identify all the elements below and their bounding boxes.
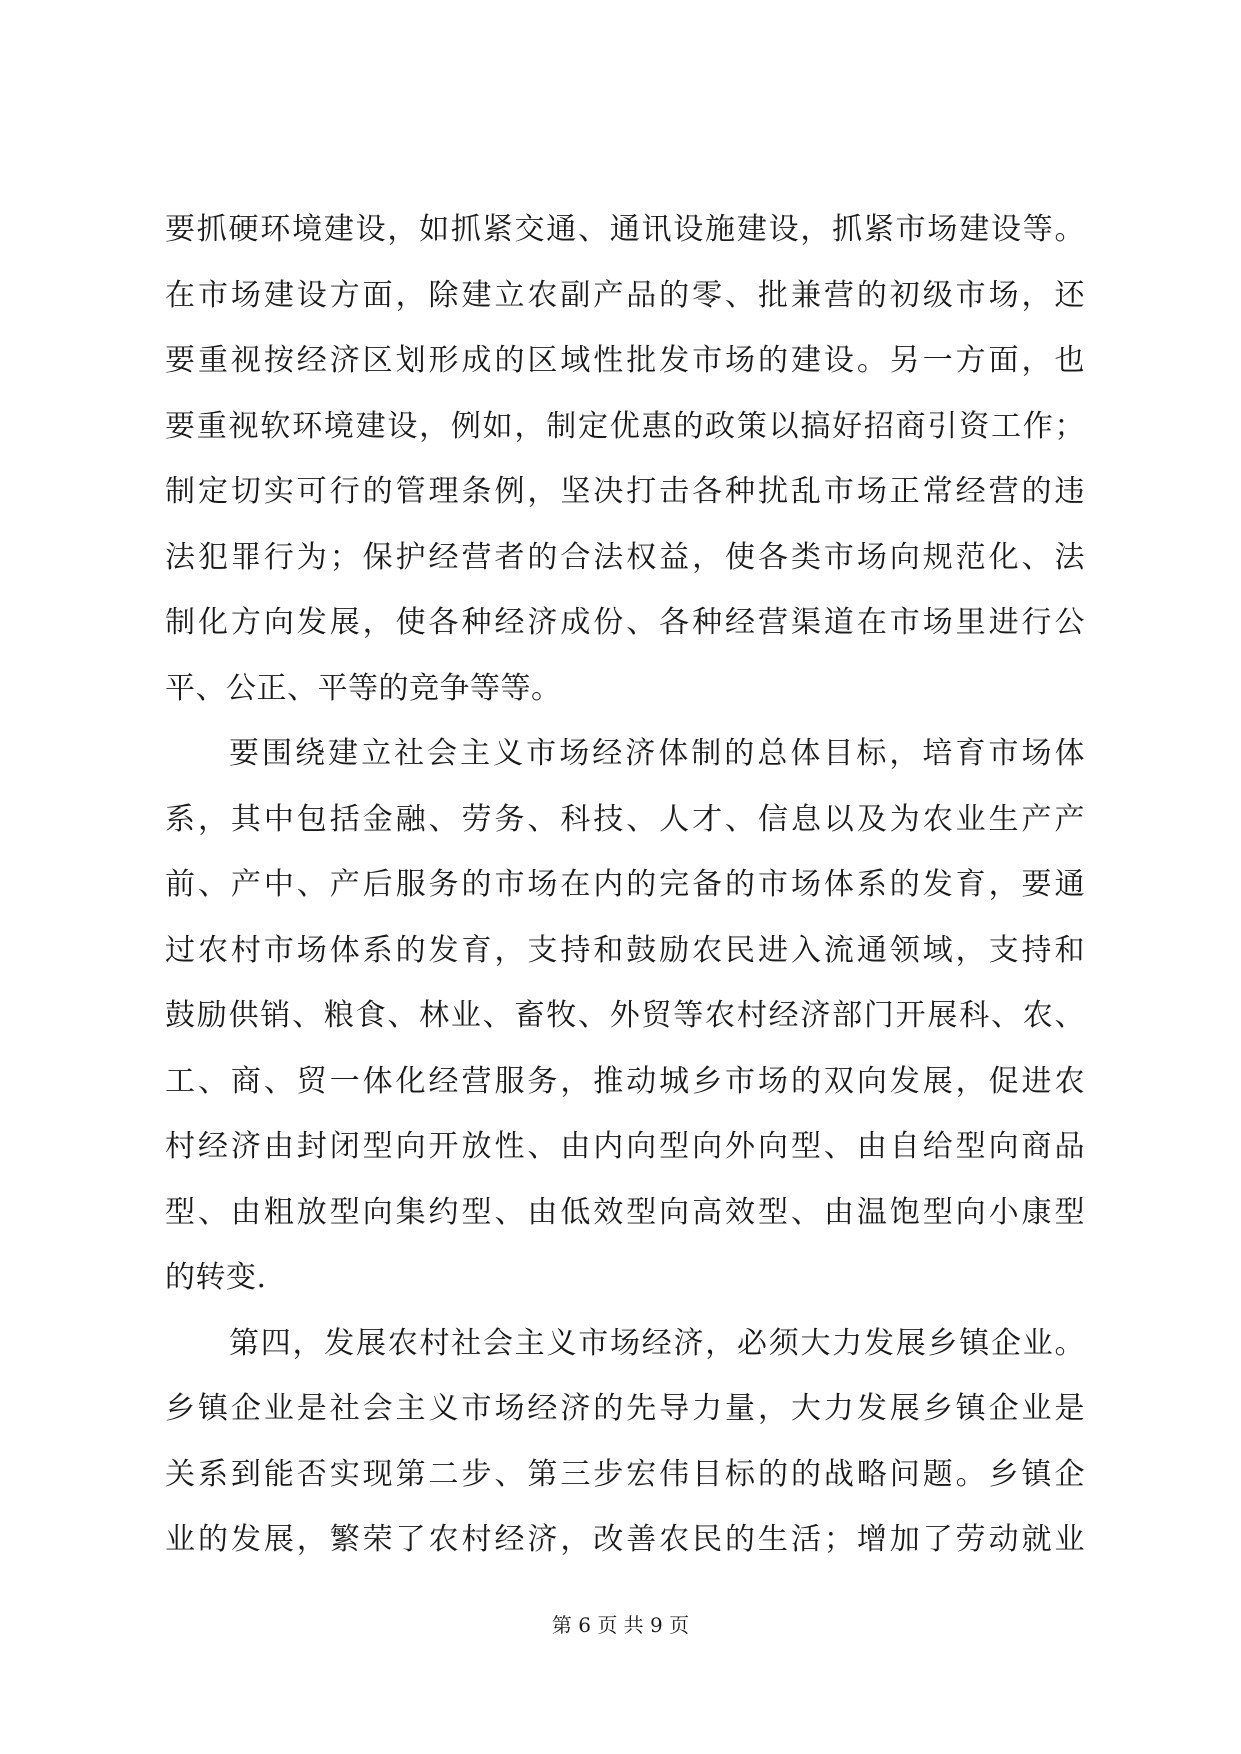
text-line: 业的发展，繁荣了农村经济，改善农民的生活；增加了劳动就业 [165,1522,1085,1557]
text-line: 关系到能否实现第二步、第三步宏伟目标的的战略问题。乡镇企 [165,1456,1085,1492]
paragraph-1 [165,207,1085,731]
text-line: 要重视按经济区划形成的区域性批发市场的建设。另一方面，也 [165,343,1085,378]
text-line: 制定切实可行的管理条例，坚决打击各种扰乱市场正常经营的违 [165,474,1085,509]
text-line: 制化方向发展，使各种经济成份、各种经营渠道在市场里进行公 [165,605,1085,640]
text-line: 平、公正、平等的竞争等等。 [165,670,562,706]
body-text [165,207,1085,1583]
text-line: 的转变. [165,1260,267,1295]
text-line: 要围绕建立社会主义市场经济体制的总体目标，培育市场体 [229,736,1085,771]
text-line: 要抓硬环境建设，如抓紧交通、通讯设施建设，抓紧市场建设等。 [165,212,1085,247]
text-line: 前、产中、产后服务的市场在内的完备的市场体系的发育，要通 [165,867,1085,902]
paragraph-2 [165,731,1085,1321]
page-footer [0,1611,1241,1639]
paragraph-3 [165,1321,1085,1583]
text-line: 第四，发展农村社会主义市场经济，必须大力发展乡镇企业。 [229,1325,1085,1361]
text-line: 法犯罪行为；保护经营者的合法权益，使各类市场向规范化、法 [165,539,1085,575]
text-line: 在市场建设方面，除建立农副产品的零、批兼营的初级市场，还 [165,277,1085,313]
page-number-label: 第 6 页 共 9 页 [551,1613,690,1637]
text-line: 村经济由封闭型向开放性、由内向型向外向型、由自给型向商品 [165,1129,1085,1164]
text-line: 鼓励供销、粮食、林业、畜牧、外贸等农村经济部门开展科、农、 [165,998,1085,1033]
text-line: 要重视软环境建设，例如，制定优惠的政策以搞好招商引资工作； [165,408,1085,444]
text-line: 过农村市场体系的发育，支持和鼓励农民进入流通领域，支持和 [165,932,1085,968]
text-line: 乡镇企业是社会主义市场经济的先导力量，大力发展乡镇企业是 [165,1391,1085,1426]
text-line: 系，其中包括金融、劳务、科技、人才、信息以及为农业生产产 [165,801,1085,837]
text-line: 工、商、贸一体化经营服务，推动城乡市场的双向发展，促进农 [165,1063,1085,1099]
text-line: 型、由粗放型向集约型、由低效型向高效型、由温饱型向小康型 [165,1194,1085,1230]
